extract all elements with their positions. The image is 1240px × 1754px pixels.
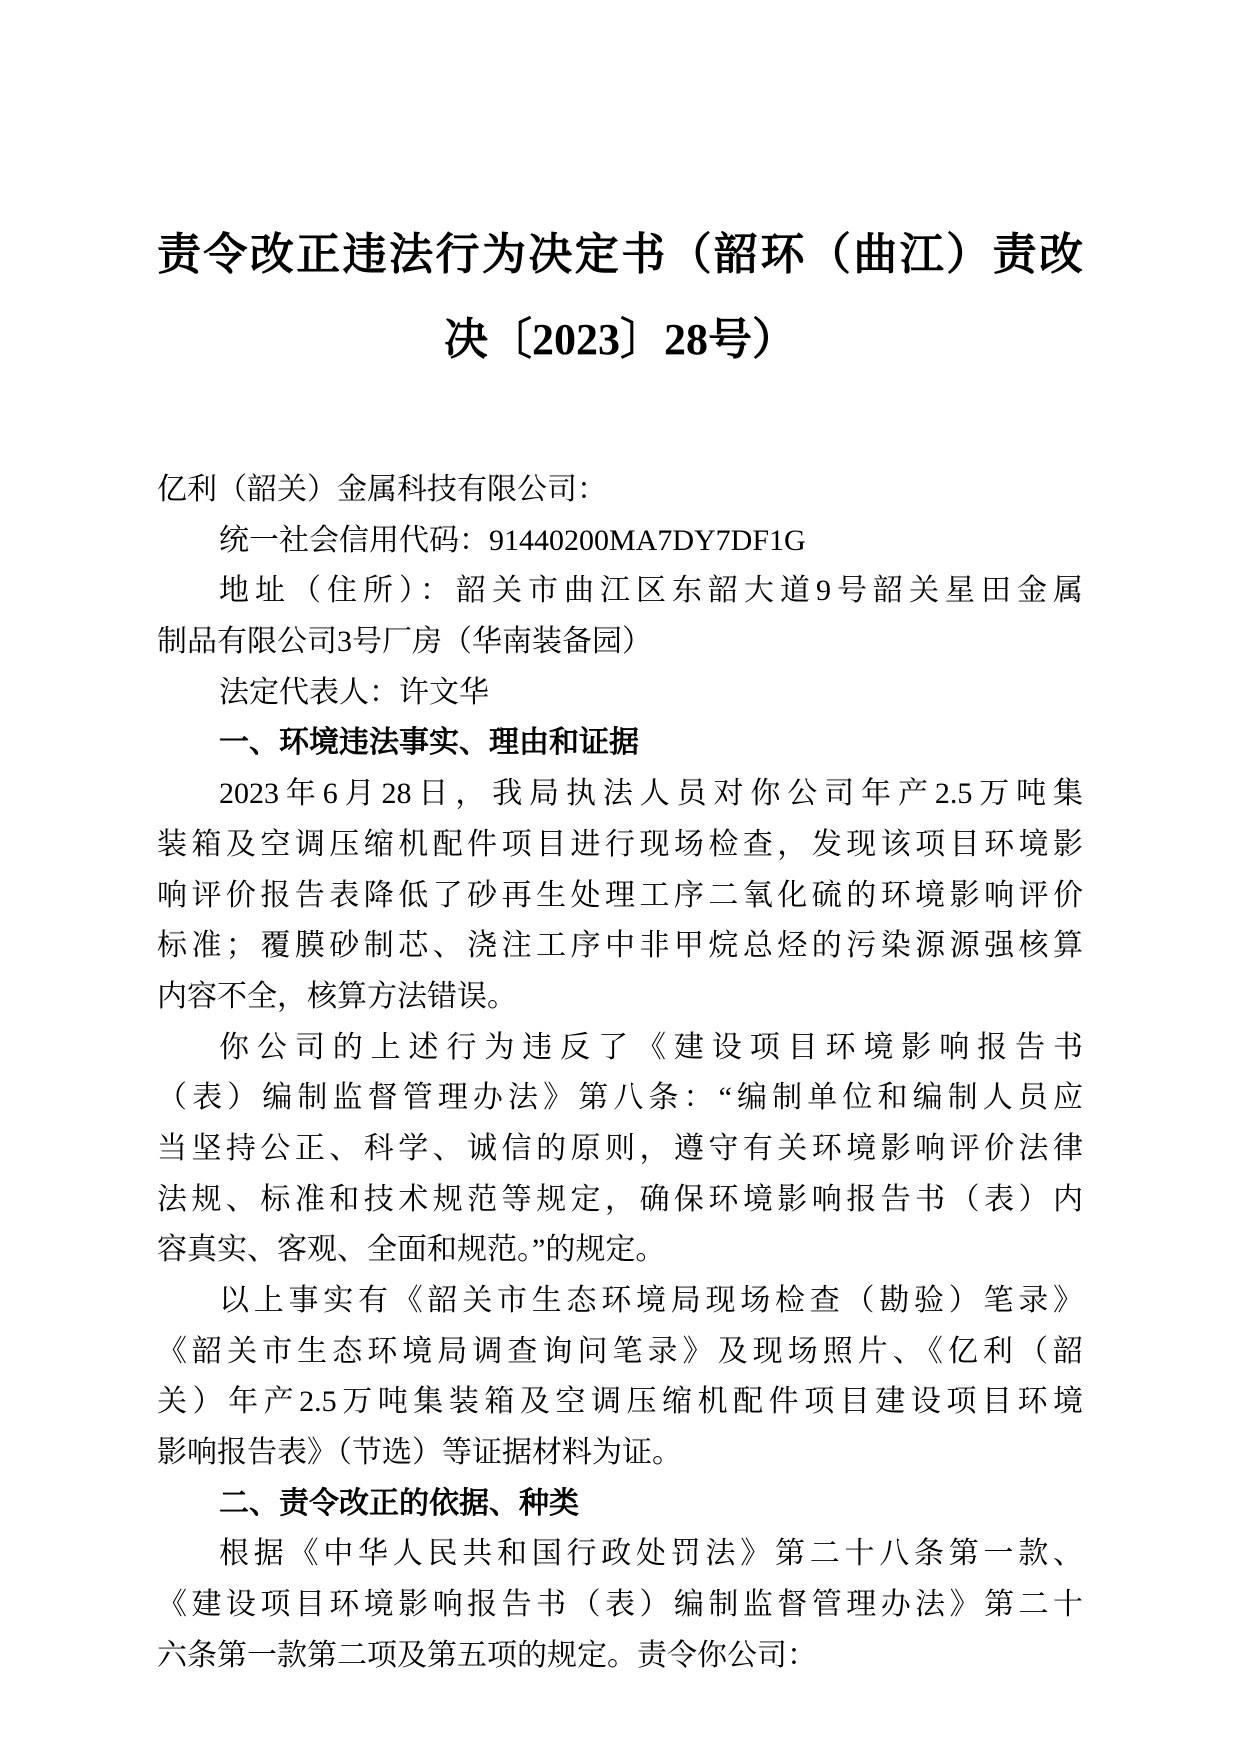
paragraph [157,769,1083,1022]
text-line: 地址（住所）：韶关市曲江区东韶大道9号韶关星田金属 [219,574,1083,608]
text-line: 当坚持公正、科学、诚信的原则，遵守有关环境影响评价法律 [157,1131,1083,1165]
document-body [157,465,1083,1682]
text-line: 关）年产2.5万吨集装箱及空调压缩机配件项目建设项目环境 [157,1385,1083,1419]
text-line: 以上事实有《韶关市生态环境局现场检查（勘验）笔录》 [219,1284,1083,1317]
text-line: 制品有限公司3号厂房（华南装备园） [157,625,652,659]
section-heading [157,1479,1083,1530]
text-line: 容真实、客观、全面和规范。”的规定。 [157,1233,666,1267]
text-line: 六条第一款第二项及第五项的规定。责令你公司： [157,1638,817,1672]
section-heading [157,718,1083,769]
document-title-line-2: 决〔2023〕28号） [444,315,796,364]
text-line: 法规、标准和技术规范等规定，确保环境影响报告书（表）内 [157,1182,1083,1216]
paragraph [157,668,1083,719]
text-line: 二、责令改正的依据、种类 [219,1486,579,1520]
text-line: 内容不全，核算方法错误。 [157,979,517,1013]
text-line: （表）编制监督管理办法》第八条：“编制单位和编制人员应 [157,1081,1083,1115]
text-line: 2023年6月28日，我局执法人员对你公司年产2.5万吨集 [219,777,1083,811]
paragraph [157,465,1083,516]
text-line: 亿利（韶关）金属科技有限公司： [157,473,607,506]
paragraph [157,516,1083,567]
text-line: 装箱及空调压缩机配件项目进行现场检查，发现该项目环境影 [157,827,1083,861]
document-title-line-1: 责令改正违法行为决定书（韶环（曲江）责改 [157,230,1083,279]
text-line: 响评价报告表降低了砂再生处理工序二氧化硫的环境影响评价 [157,878,1083,912]
text-line: 《建设项目环境影响报告书（表）编制监督管理办法》第二十 [157,1588,1083,1622]
text-line: 法定代表人：许文华 [219,675,489,709]
text-line: 根据《中华人民共和国行政处罚法》第二十八条第一款、 [219,1537,1083,1571]
text-line: 一、环境违法事实、理由和证据 [219,726,639,760]
paragraph [157,1023,1083,1276]
text-line: 《韶关市生态环境局调查询问笔录》及现场照片、《亿利（韶 [157,1334,1083,1368]
paragraph [157,1529,1083,1681]
text-line: 标准；覆膜砂制芯、浇注工序中非甲烷总烃的污染源源强核算 [157,929,1083,963]
text-line: 你公司的上述行为违反了《建设项目环境影响报告书 [219,1030,1083,1064]
text-line: 统一社会信用代码：91440200MA7DY7DF1G [219,523,806,557]
paragraph [157,1276,1083,1479]
paragraph [157,566,1083,667]
text-line: 影响报告表》（节选）等证据材料为证。 [157,1436,682,1470]
